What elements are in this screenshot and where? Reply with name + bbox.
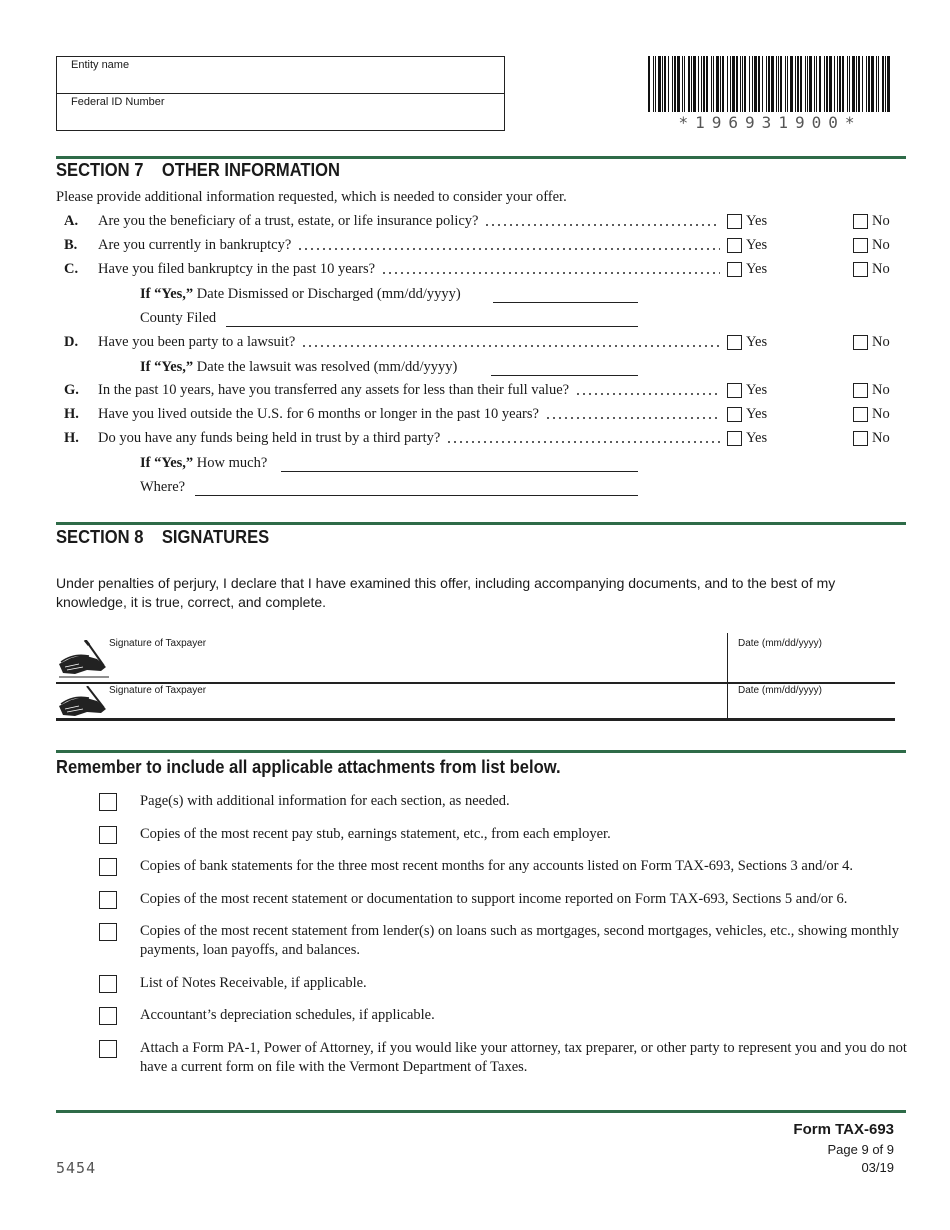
yes-checkbox[interactable] [727,214,742,229]
barcode-bar [834,56,835,112]
section8-title: SIGNATURES [161,527,270,547]
h-how-much-input[interactable] [281,471,638,472]
attachment-item: List of Notes Receivable, if applicable. [140,975,367,991]
attachment-item: Page(s) with additional information for each section, as needed. [140,793,510,809]
barcode-bar [805,56,806,112]
barcode-bar [787,56,788,112]
barcode-bar [778,56,779,112]
question-letter: H. [64,406,79,422]
attachments-heading: Remember to include all applicable attachments from list below. [56,757,561,777]
question-text [98,261,375,278]
barcode-bar [771,56,774,112]
d-date-row [140,359,457,376]
barcode-bar [824,56,825,112]
c-county-input[interactable] [226,326,638,327]
barcode-bar [847,56,848,112]
signature-field-1[interactable] [115,650,720,680]
federal-id-label: Federal ID Number [71,96,165,108]
barcode-bar [713,56,714,112]
section8-heading [56,527,269,548]
h-how-much-label: How much? [196,455,268,471]
yes-label: Yes [746,430,768,446]
barcode-bar [766,56,767,112]
form-name: Form TAX-693 [793,1121,894,1138]
signature-column-divider [727,633,728,721]
leader-dots [575,393,720,395]
barcode-bar [722,56,724,112]
barcode-bar [800,56,802,112]
signature-field-2[interactable] [115,697,720,717]
yes-label: Yes [746,334,768,350]
section8-rule [56,522,906,525]
entity-info-box [56,56,505,131]
yes-checkbox[interactable] [727,383,742,398]
question-label: In the past 10 years, have you transferred any assets for less than their full value? [98,382,570,398]
barcode-bar [858,56,860,112]
yes-checkbox[interactable] [727,238,742,253]
barcode-bar [809,56,812,112]
no-checkbox[interactable] [853,214,868,229]
yes-label: Yes [746,237,768,253]
barcode-bar [653,56,654,112]
barcode-bar [819,56,821,112]
barcode-bar [852,56,855,112]
date-field-1[interactable] [732,650,892,680]
barcode-bar [752,56,753,112]
leader-dots [446,441,720,443]
signature-row-divider [56,682,895,684]
barcode-bar [876,56,877,112]
if-yes-label: If “Yes,” [140,455,194,471]
barcode-bar [648,56,650,112]
question-letter: G. [64,382,79,398]
barcode-bar [677,56,680,112]
barcode-bar [662,56,663,112]
barcode-bar [668,56,669,112]
barcode-bar [887,56,890,112]
yes-checkbox[interactable] [727,262,742,277]
barcode-bar [674,56,676,112]
attachment-checkbox[interactable] [99,891,117,909]
barcode-bar [682,56,683,112]
attachment-item: Attach a Form PA-1, Power of Attorney, if you would like your attorney, tax preparer, or other party to represent you and you do not have a current form on file with the Vermont Department of Taxes. [140,1040,907,1075]
question-label: Have you been party to a lawsuit? [98,334,296,350]
no-checkbox[interactable] [853,335,868,350]
barcode-bar [862,56,863,112]
no-label: No [872,261,890,277]
section8-number: SECTION 8 [56,527,144,547]
no-checkbox[interactable] [853,431,868,446]
attachment-checkbox[interactable] [99,826,117,844]
no-label: No [872,430,890,446]
entity-name-label: Entity name [71,59,130,71]
question-label: Do you have any funds being held in trust by a third party? [98,430,441,446]
signature-hand-icon [57,686,111,720]
signature-bottom-rule [56,718,895,721]
leader-dots [545,417,720,419]
barcode-bar [797,56,799,112]
barcode-bar [814,56,815,112]
barcode-bar [826,56,828,112]
barcode-bar [716,56,719,112]
no-label: No [872,213,890,229]
c-date-input[interactable] [493,302,638,303]
leader-dots [297,248,720,250]
barcode-bar [768,56,770,112]
leader-dots [301,345,720,347]
c-county-label: County Filed [140,310,217,326]
barcode-bar [758,56,760,112]
barcode-bar [762,56,763,112]
h-where-input[interactable] [195,495,638,496]
yes-label: Yes [746,406,768,422]
barcode-bar [795,56,796,112]
signature-label-1: Signature of Taxpayer [109,638,207,649]
question-text [98,334,295,351]
question-letter: C. [64,261,79,277]
barcode-bar [693,56,696,112]
no-label: No [872,334,890,350]
question-letter: B. [64,237,78,253]
signature-hand-icon [57,640,111,680]
barcode [647,56,893,112]
question-label: Are you currently in bankruptcy? [98,237,292,253]
yes-checkbox[interactable] [727,335,742,350]
yes-checkbox[interactable] [727,431,742,446]
barcode-bar [736,56,738,112]
if-yes-label: If “Yes,” [140,286,194,302]
section7-title: OTHER INFORMATION [161,160,340,180]
barcode-bar [785,56,786,112]
barcode-bar [732,56,735,112]
barcode-bar [664,56,666,112]
barcode-bar [837,56,838,112]
date-field-2[interactable] [732,697,892,717]
barcode-bar [658,56,661,112]
attachments-rule [56,750,906,753]
question-label: Are you the beneficiary of a trust, estate, or life insurance policy? [98,213,479,229]
yes-label: Yes [746,261,768,277]
barcode-bar [829,56,832,112]
yes-label: Yes [746,382,768,398]
barcode-bar [754,56,757,112]
barcode-bar [868,56,870,112]
c-date-label: Date Dismissed or Discharged (mm/dd/yyyy) [196,286,461,302]
h-where-label: Where? [140,479,186,495]
section7-intro: Please provide additional information requested, which is needed to consider your offer. [56,189,567,205]
no-checkbox[interactable] [853,262,868,277]
barcode-bar [807,56,808,112]
barcode-bar [839,56,841,112]
barcode-bar [882,56,884,112]
section7-heading [56,160,340,181]
question-label: Have you lived outside the U.S. for 6 months or longer in the past 10 years? [98,406,539,422]
attachment-item: Copies of bank statements for the three most recent months for any accounts listed on Form TAX-693, Sections 3 and/or 4. [140,858,853,874]
h-how-much-row [140,455,267,472]
barcode-bar [744,56,746,112]
barcode-bar [871,56,874,112]
page-number: Page 9 of 9 [827,1142,894,1157]
question-text [98,406,539,423]
barcode-bar [776,56,777,112]
barcode-bar [866,56,867,112]
question-text [98,382,569,399]
barcode-bar [711,56,712,112]
barcode-bar [691,56,692,112]
barcode-bar [740,56,741,112]
barcode-bar [720,56,721,112]
barcode-bar [742,56,743,112]
barcode-bar [780,56,782,112]
no-label: No [872,382,890,398]
question-text [98,237,291,254]
date-label-2: Date (mm/dd/yyyy) [738,685,822,696]
c-date-row [140,286,461,303]
d-date-label: Date the lawsuit was resolved (mm/dd/yyyy) [196,359,458,375]
no-checkbox[interactable] [853,383,868,398]
entity-box-divider [57,93,504,94]
barcode-bar [701,56,702,112]
no-checkbox[interactable] [853,238,868,253]
d-date-input[interactable] [491,375,638,376]
barcode-bar [703,56,705,112]
signature-label-2: Signature of Taxpayer [109,685,207,696]
barcode-bar [816,56,817,112]
barcode-bar [688,56,690,112]
section7-number: SECTION 7 [56,160,144,180]
attachment-checkbox[interactable] [99,793,117,811]
barcode-bar [885,56,886,112]
yes-checkbox[interactable] [727,407,742,422]
barcode-bar [655,56,656,112]
barcode-bar [856,56,857,112]
question-letter: A. [64,213,79,229]
attachment-checkbox[interactable] [99,858,117,876]
section7-rule [56,156,906,159]
attachment-item: Copies of the most recent pay stub, earnings statement, etc., from each employer. [140,826,611,842]
attachment-item: Accountant’s depreciation schedules, if applicable. [140,1007,435,1023]
barcode-text: *196931900* [678,113,862,132]
barcode-bar [749,56,750,112]
barcode-bar [849,56,850,112]
date-label-1: Date (mm/dd/yyyy) [738,638,822,649]
barcode-bar [727,56,728,112]
attachment-checkbox[interactable] [99,1007,117,1025]
attachment-checkbox[interactable] [99,975,117,993]
yes-label: Yes [746,213,768,229]
attachment-checkbox[interactable] [99,1040,117,1058]
leader-dots [381,272,720,274]
barcode-bar [878,56,879,112]
barcode-bar [706,56,708,112]
barcode-bar [684,56,685,112]
barcode-bar [672,56,673,112]
no-label: No [872,237,890,253]
barcode-bar [790,56,793,112]
question-label: Have you filed bankruptcy in the past 10 years? [98,261,376,277]
attachment-item: Copies of the most recent statement from lender(s) on loans such as mortgages, second mortgages, vehicles, etc., showing monthly payments, loan payoffs, and balances. [140,923,900,958]
question-text [98,213,478,230]
question-letter: D. [64,334,79,350]
attachment-item: Copies of the most recent statement or documentation to support income reported on Form TAX-693, Sections 5 and/or 6. [140,891,848,907]
form-revision: 03/19 [861,1160,894,1175]
barcode-bar [698,56,699,112]
leader-dots [484,224,720,226]
no-checkbox[interactable] [853,407,868,422]
perjury-declaration: Under penalties of perjury, I declare that I have examined this offer, including accompanying documents, and to the best of my knowledge, it is true, correct, and complete. [56,575,836,610]
barcode-bar [730,56,731,112]
form-number: 5454 [56,1159,97,1177]
no-label: No [872,406,890,422]
barcode-bar [842,56,844,112]
footer-rule [56,1110,906,1113]
attachment-checkbox[interactable] [99,923,117,941]
if-yes-label: If “Yes,” [140,359,194,375]
question-letter: H. [64,430,79,446]
question-text [98,430,440,447]
